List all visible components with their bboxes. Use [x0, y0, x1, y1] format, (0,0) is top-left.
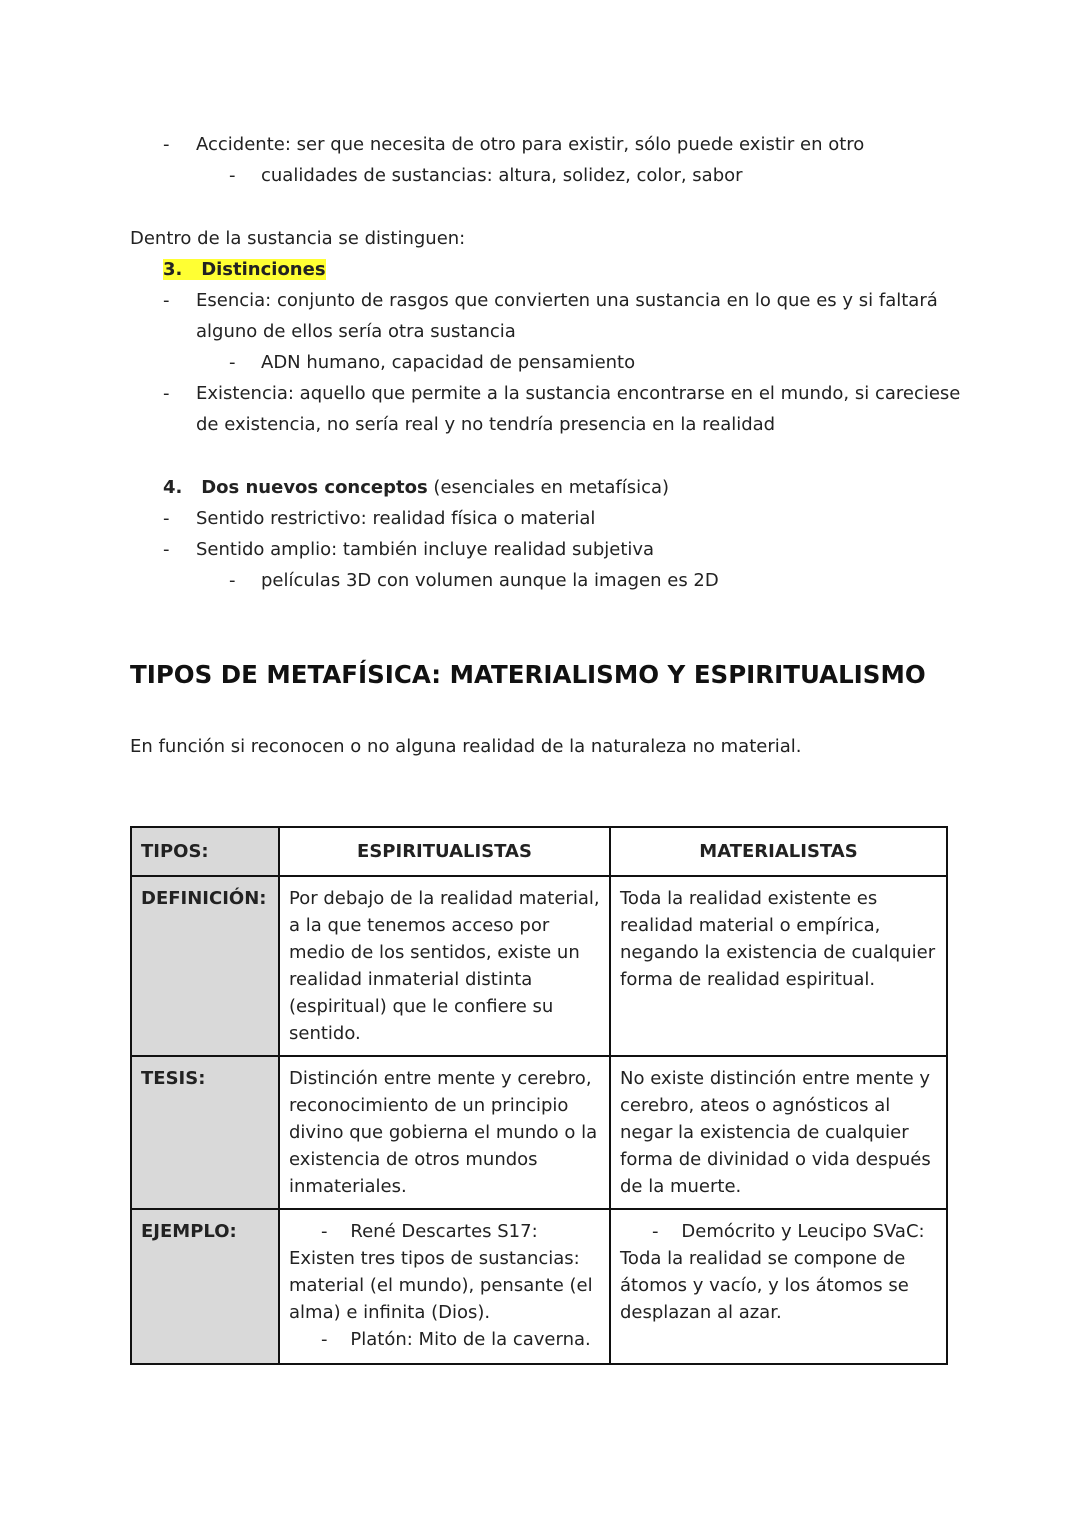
bullet-dash: -: [229, 165, 236, 186]
section-title: Distinciones: [201, 259, 326, 280]
list-item: Sentido restrictivo: realidad física o material: [196, 508, 596, 529]
header-cell: TIPOS:: [131, 827, 279, 876]
section-heading: TIPOS DE METAFÍSICA: MATERIALISMO Y ESPIRITUALISMO: [130, 660, 926, 689]
table-row: [131, 1056, 947, 1209]
table-cell: Por debajo de la realidad material, a la que tenemos acceso por medio de los sentidos, existe un realidad inmaterial distinta (espiritual) que le confiere su sentido.: [279, 876, 610, 1056]
table-row: [131, 876, 947, 1056]
list-item-existencia: Existencia: aquello que permite a la sustancia encontrarse en el mundo, si careciese: [196, 383, 961, 404]
section-4-heading: 4. Dos nuevos conceptos (esenciales en metafísica): [163, 477, 670, 498]
header-cell: ESPIRITUALISTAS: [279, 827, 610, 876]
list-subitem: cualidades de sustancias: altura, solidez, color, sabor: [261, 165, 743, 186]
intro-text: Dentro de la sustancia se distinguen:: [130, 228, 466, 249]
bullet-dash: -: [163, 539, 170, 560]
paragraph: En función si reconocen o no alguna realidad de la naturaleza no material.: [130, 736, 802, 757]
bullet-dash: -: [229, 352, 236, 373]
cell-bullet: - René Descartes S17:: [321, 1221, 538, 1242]
comparison-table: [130, 826, 948, 1365]
table-header-row: [131, 827, 947, 876]
table-cell: Distinción entre mente y cerebro, reconocimiento de un principio divino que gobierna el mundo o la existencia de otros mundos inmateriales.: [279, 1056, 610, 1209]
row-label: DEFINICIÓN:: [131, 876, 279, 1056]
section-3-heading: [163, 254, 326, 285]
section-number: 3.: [163, 259, 183, 280]
row-label: TESIS:: [131, 1056, 279, 1209]
bullet-dash: -: [163, 508, 170, 529]
header-cell: MATERIALISTAS: [610, 827, 947, 876]
cell-text: Existen tres tipos de sustancias: material (el mundo), pensante (el alma) e infinita (Dios).: [289, 1248, 593, 1323]
table-cell: No existe distinción entre mente y cerebro, ateos o agnósticos al negar la existencia de cualquier forma de divinidad o vida después de la muerte.: [610, 1056, 947, 1209]
bullet-dash: -: [163, 290, 170, 311]
list-item-esencia: Esencia: conjunto de rasgos que convierten una sustancia en lo que es y si faltará: [196, 290, 938, 311]
table-row: [131, 1209, 947, 1364]
bullet-dash: -: [163, 383, 170, 404]
row-label: EJEMPLO:: [131, 1209, 279, 1364]
list-item-accidente: Accidente: ser que necesita de otro para existir, sólo puede existir en otro: [196, 134, 865, 155]
list-item-esencia-cont: alguno de ellos sería otra sustancia: [196, 321, 516, 342]
list-subitem: películas 3D con volumen aunque la imagen es 2D: [261, 570, 719, 591]
bullet-dash: -: [163, 134, 170, 155]
table-cell: Toda la realidad existente es realidad material o empírica, negando la existencia de cualquier forma de realidad espiritual.: [610, 876, 947, 1056]
bullet-dash: -: [229, 570, 236, 591]
list-subitem: ADN humano, capacidad de pensamiento: [261, 352, 636, 373]
cell-bullet: - Demócrito y Leucipo SVaC:: [652, 1221, 925, 1242]
list-item-existencia-cont: de existencia, no sería real y no tendría presencia en la realidad: [196, 414, 776, 435]
table-cell: [279, 1209, 610, 1364]
cell-text: Toda la realidad se compone de átomos y vacío, y los átomos se desplazan al azar.: [620, 1248, 909, 1323]
cell-bullet: - Platón: Mito de la caverna.: [321, 1329, 591, 1350]
list-item: Sentido amplio: también incluye realidad subjetiva: [196, 539, 655, 560]
table-cell: [610, 1209, 947, 1364]
